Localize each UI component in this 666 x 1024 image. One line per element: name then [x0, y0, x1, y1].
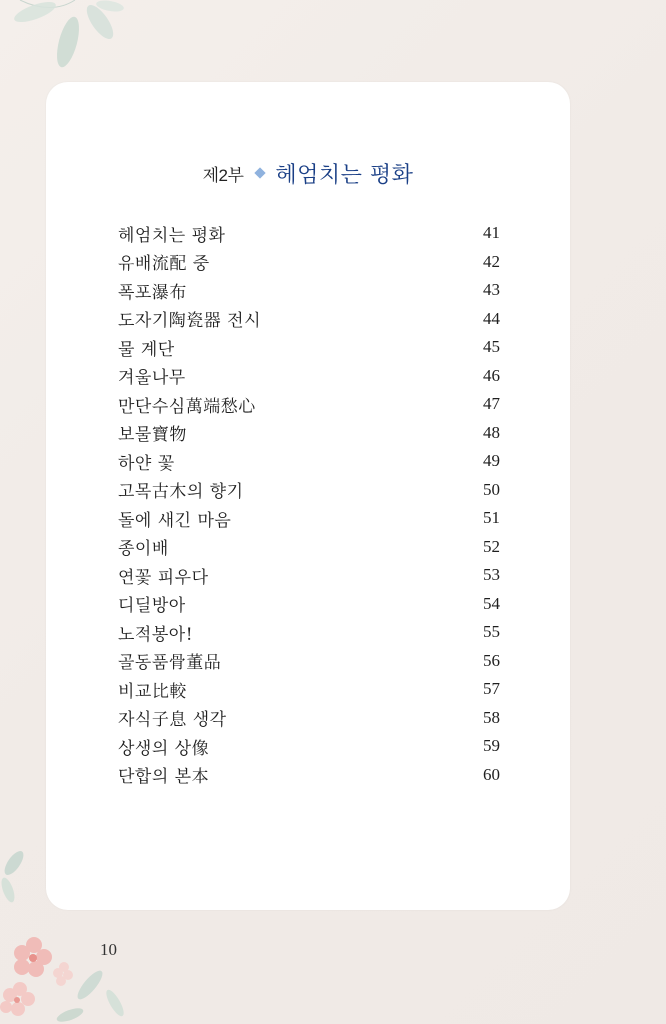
toc-item-title: 고목古木의 향기	[118, 482, 244, 503]
toc-item-title: 겨울나무	[118, 368, 186, 389]
toc-item-page: 42	[483, 251, 500, 271]
part-title: 헤엄치는 평화	[275, 163, 414, 188]
part-label: 제2부	[202, 166, 244, 185]
toc-item-page: 60	[483, 764, 500, 784]
flower-decoration-icon	[0, 925, 140, 1024]
toc-item-title: 골동품骨董品	[118, 653, 222, 674]
toc-item[interactable]	[118, 675, 500, 704]
toc-item[interactable]	[118, 419, 500, 448]
toc-item[interactable]	[118, 447, 500, 476]
leaf-decoration-top-icon	[0, 0, 130, 90]
page-number: 10	[100, 940, 117, 959]
toc-item-page: 59	[483, 736, 500, 756]
toc-item-page: 52	[483, 536, 500, 556]
toc-item-title: 보물寶物	[118, 425, 187, 446]
toc-item-title: 연꽃 피우다	[118, 567, 209, 588]
toc-item[interactable]	[118, 618, 500, 647]
toc-item-page: 55	[483, 622, 500, 642]
toc-item[interactable]	[118, 732, 500, 761]
toc-item-title: 유배流配 중	[118, 254, 210, 275]
toc-item[interactable]	[118, 561, 500, 590]
toc-item-page: 46	[483, 365, 500, 385]
toc-item-page: 53	[483, 565, 500, 585]
toc-item[interactable]	[118, 333, 500, 362]
toc-item[interactable]	[118, 647, 500, 676]
toc-item-page: 49	[483, 451, 500, 471]
toc-item[interactable]	[118, 761, 500, 790]
toc-item-title: 자식子息 생각	[118, 710, 227, 731]
diamond-icon	[255, 167, 266, 178]
toc-item-page: 41	[483, 223, 500, 243]
toc-item[interactable]	[118, 276, 500, 305]
leaf-decoration-left-icon	[0, 845, 50, 915]
toc-item[interactable]	[118, 305, 500, 334]
toc-item[interactable]	[118, 476, 500, 505]
toc-item-title: 종이배	[118, 539, 169, 560]
toc-item-page: 44	[483, 308, 500, 328]
toc-item-page: 51	[483, 508, 500, 528]
toc-item-title: 돌에 새긴 마음	[118, 510, 232, 531]
toc-item[interactable]	[118, 390, 500, 419]
toc-item[interactable]	[118, 504, 500, 533]
toc-item[interactable]	[118, 704, 500, 733]
toc-item[interactable]	[118, 219, 500, 248]
toc-item-title: 도자기陶瓷器 전시	[118, 311, 262, 332]
toc-item-page: 48	[483, 422, 500, 442]
toc-item-page: 43	[483, 280, 500, 300]
toc-item-page: 50	[483, 479, 500, 499]
toc-item-page: 45	[483, 337, 500, 357]
content-card	[46, 82, 570, 910]
toc-item-page: 54	[483, 593, 500, 613]
table-of-contents	[118, 219, 500, 789]
toc-item-title: 물 계단	[118, 339, 175, 360]
toc-item-page: 57	[483, 679, 500, 699]
toc-item[interactable]	[118, 533, 500, 562]
toc-item-title: 상생의 상像	[118, 738, 210, 759]
toc-item-title: 헤엄치는 평화	[118, 225, 226, 246]
toc-item-title: 단합의 본本	[118, 767, 210, 788]
toc-item-title: 폭포瀑布	[118, 282, 187, 303]
toc-item-page: 58	[483, 707, 500, 727]
toc-item[interactable]	[118, 590, 500, 619]
toc-item-title: 만단수심萬端愁心	[118, 396, 256, 417]
toc-item-title: 노적봉아!	[118, 624, 194, 645]
toc-item-page: 47	[483, 394, 500, 414]
toc-item-page: 56	[483, 650, 500, 670]
part-header	[46, 158, 570, 189]
toc-item-title: 하얀 꽃	[118, 453, 175, 474]
toc-item[interactable]	[118, 362, 500, 391]
toc-item-title: 비교比較	[118, 681, 187, 702]
toc-item[interactable]	[118, 248, 500, 277]
toc-item-title: 디딜방아	[118, 596, 186, 617]
